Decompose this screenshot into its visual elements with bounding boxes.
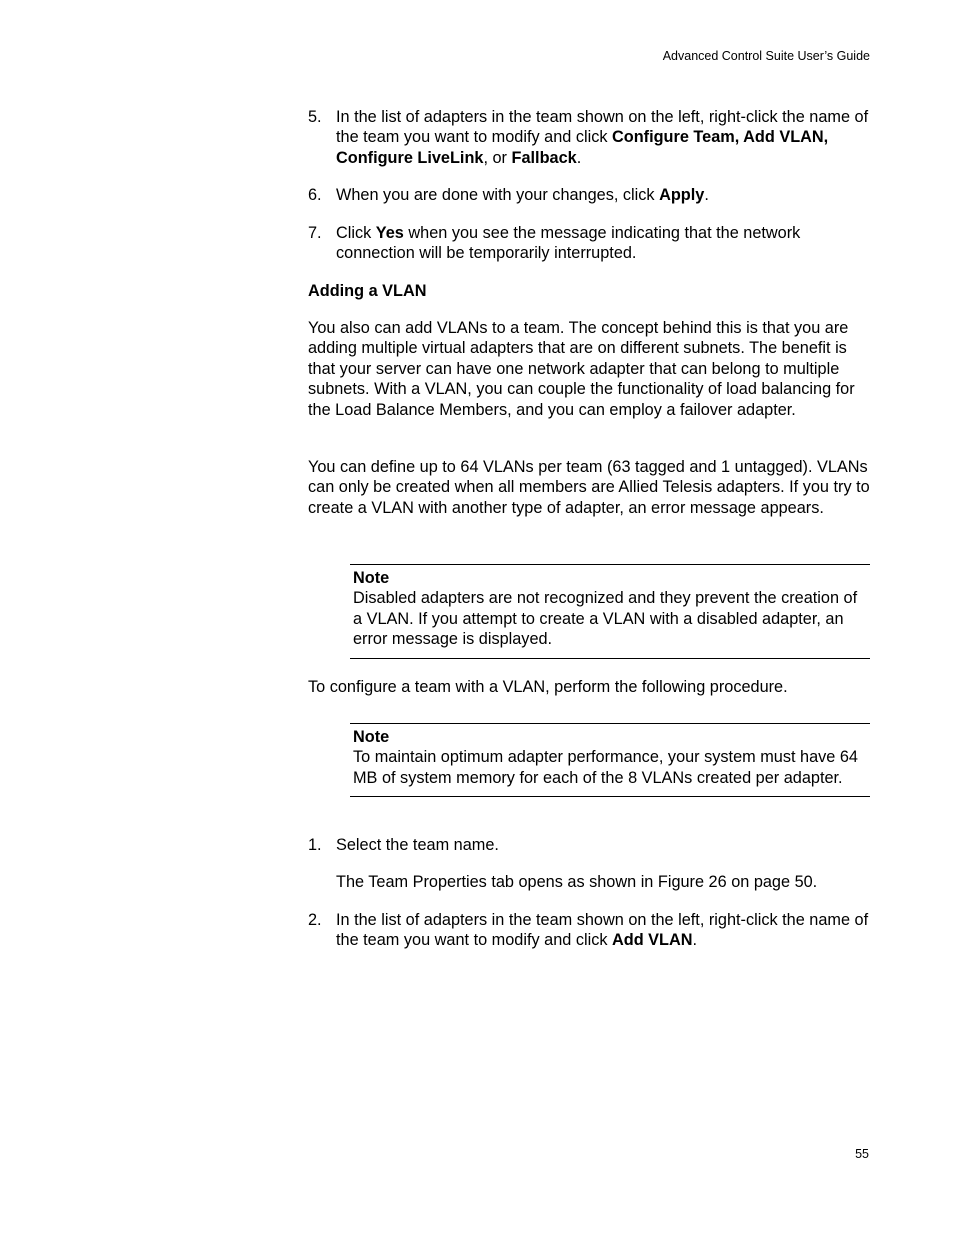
note-text: Disabled adapters are not recognized and they prevent the creation of a VLAN. If you attempt to create a VLAN with a disabled adapter, an error message is displayed. xyxy=(353,589,858,649)
ui-term: Yes xyxy=(375,224,404,242)
text-run: , or xyxy=(483,148,512,167)
step-text xyxy=(336,223,870,264)
step-text xyxy=(336,185,870,205)
text-run: In the list of adapters in the team shown on the left, right-click the name of the team you want to modify and click xyxy=(336,911,869,950)
list-item-step-2 xyxy=(308,910,870,951)
ui-term: Configure Team, Add VLAN, Configure LiveLink xyxy=(336,128,829,167)
step-number: 1. xyxy=(308,836,322,854)
text-run: Click xyxy=(336,224,376,242)
step-text xyxy=(336,910,870,951)
note-box-disabled-adapters xyxy=(350,564,870,659)
list-item-step-7 xyxy=(308,223,870,264)
step-text xyxy=(336,107,870,168)
text-run: . xyxy=(692,931,698,950)
text-run: . xyxy=(704,186,709,204)
ui-term: Apply xyxy=(659,186,705,204)
text-run: Select the team name. xyxy=(336,836,499,854)
section-heading: Adding a VLAN xyxy=(308,282,427,300)
list-item-step-5 xyxy=(308,107,870,168)
text-run: In the list of adapters in the team shown on the left, right-click the name of the team you want to modify and click xyxy=(336,108,869,147)
step-number: 5. xyxy=(308,108,322,126)
paragraph-limits: You can define up to 64 VLANs per team (63 tagged and 1 untagged). VLANs can only be created when all members are Allied Telesis adapters. If you try to create a VLAN with another type of adapter, an error message appears. xyxy=(308,458,870,517)
step-number: 6. xyxy=(308,186,322,204)
step-result-text: The Team Properties tab opens as shown in Figure 26 on page 50. xyxy=(336,873,818,892)
note-text: To maintain optimum adapter performance, your system must have 64 MB of system memory for each of the 8 VLANs created per adapter. xyxy=(353,748,858,787)
note-box-memory xyxy=(350,723,870,797)
text-run: . xyxy=(576,148,582,167)
ui-term: Fallback xyxy=(511,148,577,167)
page-number: 55 xyxy=(855,1147,869,1161)
note-title: Note xyxy=(353,728,390,746)
step-number: 7. xyxy=(308,224,322,242)
step-text xyxy=(336,835,870,855)
paragraph-intro: You also can add VLANs to a team. The concept behind this is that you are adding multiple virtual adapters that are on different subnets. The benefit is that your server can have one network adapter that can belong to multiple subnets. With a VLAN, you can couple the functionality of load balancing for the Load Balance Members, and you can employ a failover adapter. xyxy=(308,319,855,419)
list-item-step-1 xyxy=(308,835,870,893)
note-title: Note xyxy=(353,569,390,587)
list-item-step-6 xyxy=(308,185,870,205)
text-run: when you see the message indicating that the network connection will be temporarily interrupted. xyxy=(336,224,801,263)
ui-term: Add VLAN xyxy=(612,931,693,950)
step-number: 2. xyxy=(308,911,322,929)
running-header: Advanced Control Suite User’s Guide xyxy=(662,49,870,63)
paragraph-procedure: To configure a team with a VLAN, perform the following procedure. xyxy=(308,678,788,696)
text-run: When you are done with your changes, click xyxy=(336,186,660,204)
